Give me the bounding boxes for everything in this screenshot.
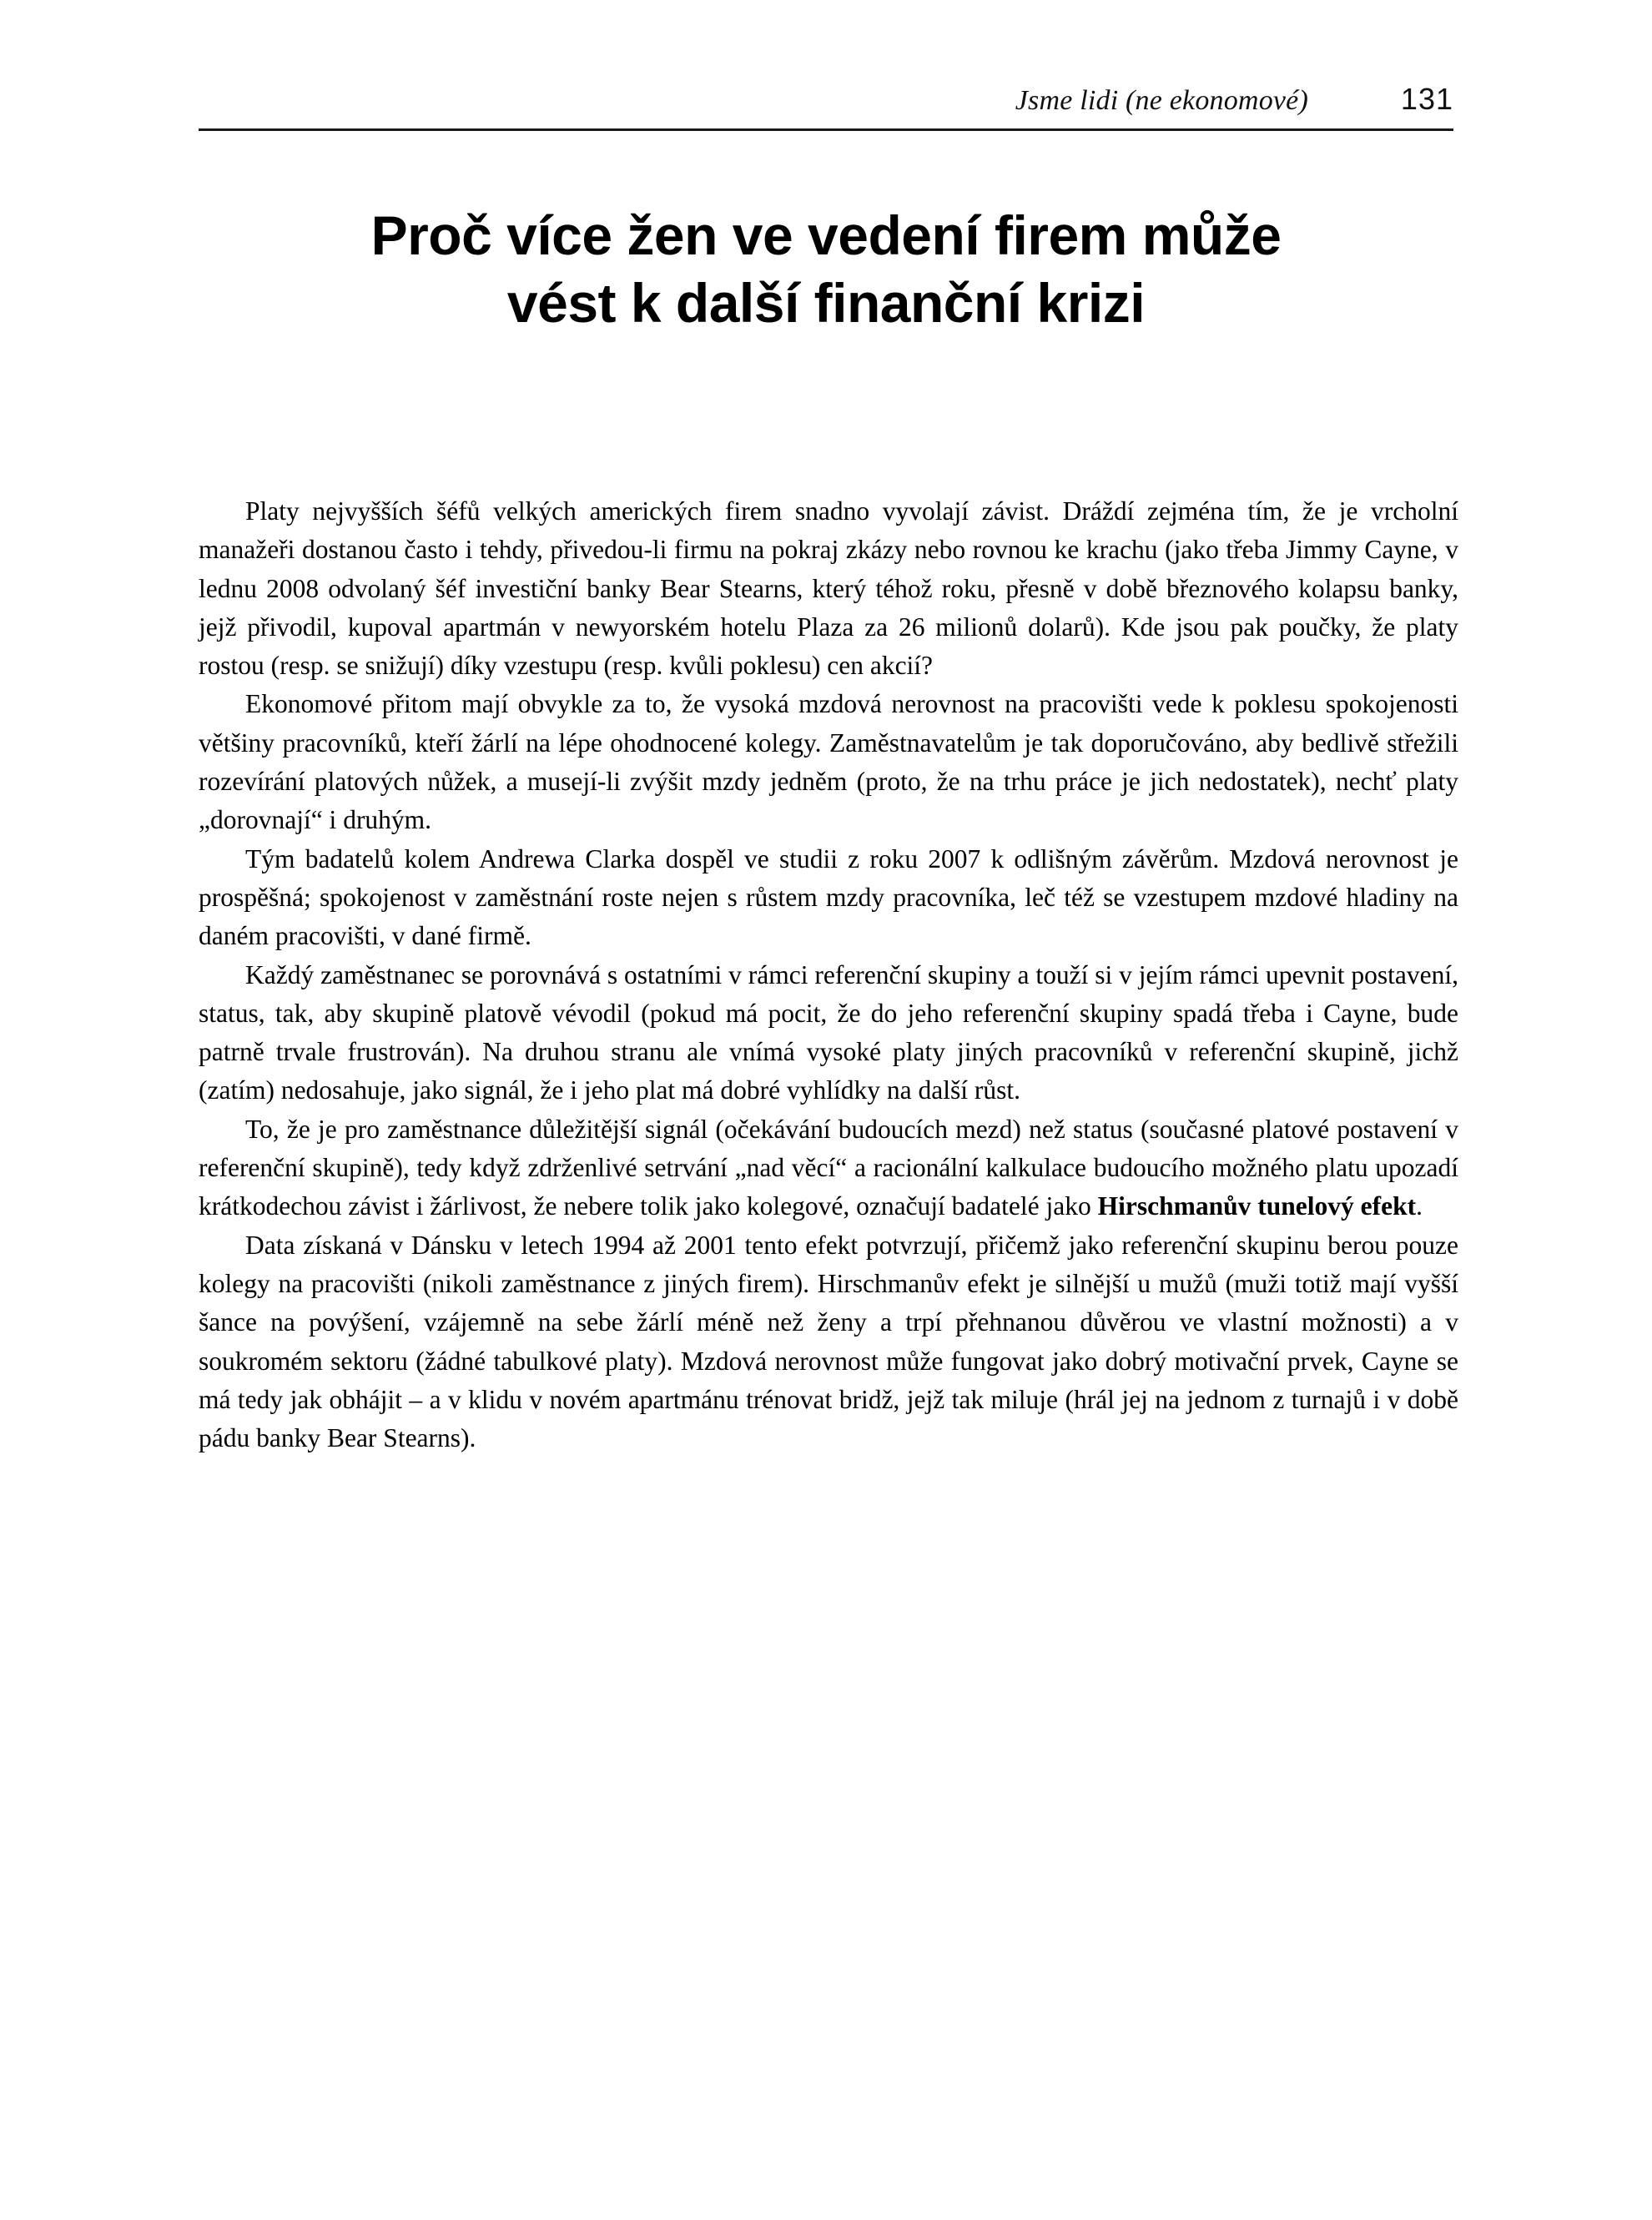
paragraph: Ekonomové přitom mají obvykle za to, že vysoká mzdová nerovnost na pracovišti vede k poklesu spokojenosti většiny pracovníků, kteří žárlí na lépe ohodnocené kolegy. Zaměstnavatelům je tak doporučováno, aby bedlivě střežili rozevírání platových nůžek, a musejí-li zvýšit mzdy jedněm (proto, že na trhu práce je jich nedostatek), nechť platy „dorovnají“ i druhým. (199, 689, 1458, 835)
chapter-title-line-1: Proč více žen ve vedení firem může (370, 204, 1282, 267)
running-head (199, 82, 1453, 131)
paragraph-with-bold-term (199, 1110, 1458, 1226)
chapter-title-line-2: vést k další finanční krizi (506, 271, 1146, 334)
paragraph: Platy nejvyšších šéfů velkých amerických firem snadno vyvolají závist. Dráždí zejména tím, že je vrcholní manažeři dostanou často i tehdy, přivedou-li firmu na pokraj zkázy nebo rovnou ke krachu (jako třeba Jimmy Cayne, v lednu 2008 odvolaný šéf investiční banky Bear Stearns, který téhož roku, přesně v době březnového kolapsu banky, jejž přivodil, kupoval apartmán v newyorském hotelu Plaza za 26 milionů dolarů). Kde jsou pak poučky, že platy rostou (resp. se snižují) díky vzestupu (resp. kvůli poklesu) cen akcií? (199, 496, 1458, 681)
paragraph: Tým badatelů kolem Andrewa Clarka dospěl ve studii z roku 2007 k odlišným závěrům. Mzdová nerovnost je prospěšná; spokojenost v zaměstnání roste nejen s růstem mzdy pracovníka, leč též se vzestupem mzdové hladiny na daném pracovišti, v dané firmě. (199, 843, 1458, 951)
running-head-title: Jsme lidi (ne ekonomové) (1015, 85, 1308, 116)
chapter-title (199, 202, 1453, 336)
bold-term: Hirschmanův tunelový efekt (1097, 1191, 1417, 1221)
paragraph: Každý zaměstnanec se porovnává s ostatními v rámci referenční skupiny a touží si v jejím rámci upevnit postavení, status, tak, aby skupině platově vévodil (pokud má pocit, že do jeho referenční skupiny spadá třeba i Cayne, bude patrně trvale frustrován). Na druhou stranu ale vnímá vysoké platy jiných pracovníků v referenční skupině, jichž (zatím) nedosahuje, jako signál, že i jeho plat má dobré vyhlídky na další růst. (199, 959, 1458, 1105)
paragraph: Data získaná v Dánsku v letech 1994 až 2001 tento efekt potvrzují, přičemž jako referenční skupinu berou pouze kolegy na pracovišti (nikoli zaměstnance z jiných firem). Hirschmanův efekt je silnější u mužů (muži totiž mají vyšší šance na povýšení, vzájemně na sebe žárlí méně než ženy a trpí přehnanou důvěrou ve vlastní možnosti) a v soukromém sektoru (žádné tabulkové platy). Mzdová nerovnost může fungovat jako dobrý motivační prvek, Cayne se má tedy jak obhájit – a v klidu v novém apartmánu trénovat bridž, jejž tak miluje (hrál jej na jednom z turnajů i v době pádu banky Bear Stearns). (199, 1230, 1458, 1453)
page-number: 131 (1400, 82, 1453, 116)
paragraph-text-after: . (1416, 1191, 1423, 1221)
body-text (199, 492, 1458, 1457)
paragraph-text-before: To, že je pro zaměstnance důležitější signál (očekávání budoucích mezd) než status (současné platové postavení v referenční skupině), tedy když zdrženlivé setrvání „nad věcí“ a racionální kalkulace budoucího možného platu upozadí krátkodechou závist i žárlivost, že nebere tolik jako kolegové, označují badatelé jako (199, 1114, 1458, 1221)
